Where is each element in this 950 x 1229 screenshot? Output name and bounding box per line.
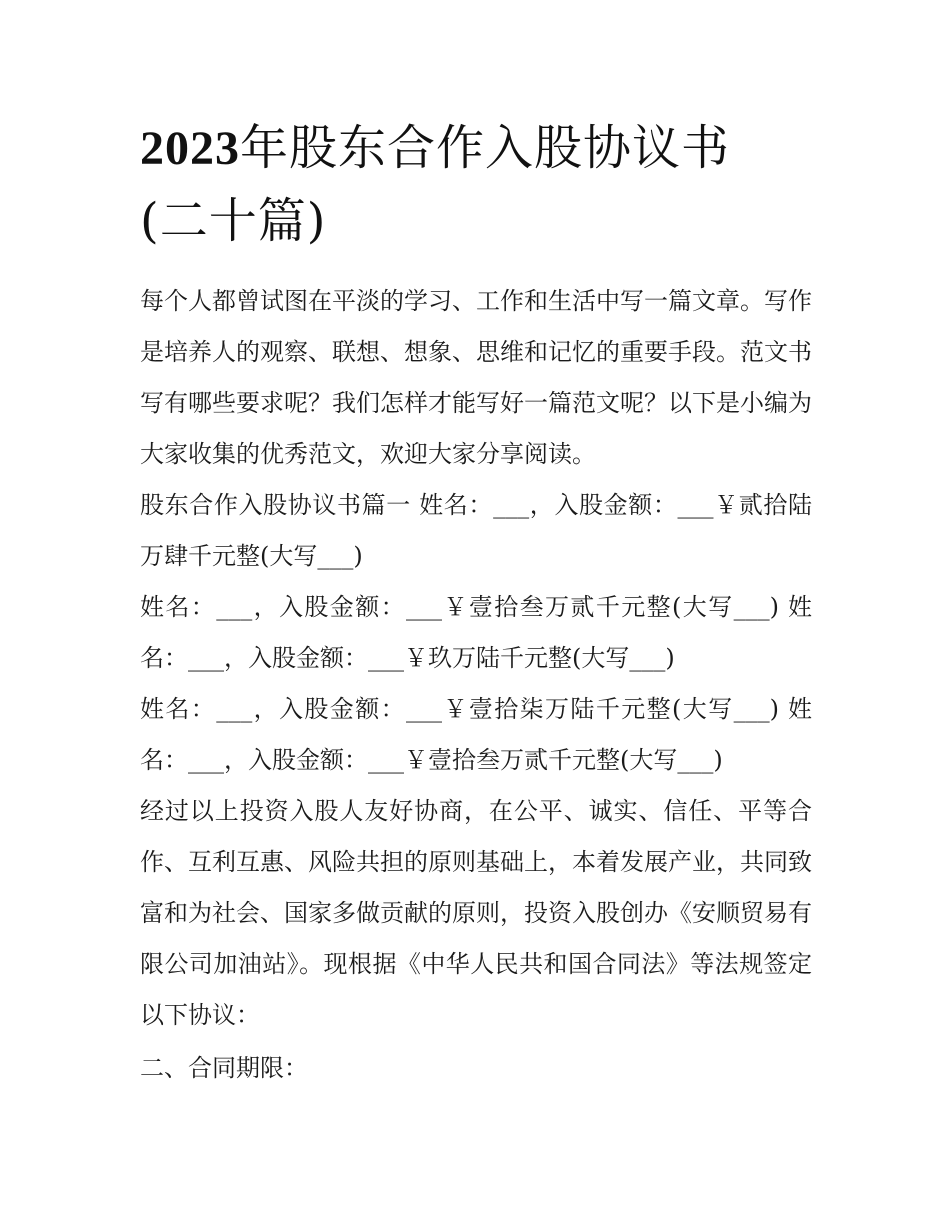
title-main: 年股东合作入股协议书: [240, 120, 731, 176]
intro-paragraph: 每个人都曾试图在平淡的学习、工作和生活中写一篇文章。写作是培养人的观察、联想、想象、思维和记忆的重要手段。范文书写有哪些要求呢？我们怎样才能写好一篇范文呢？以下是小编为大家收集的优秀范文，欢迎大家分享阅读。: [140, 287, 812, 468]
title-subtitle: (二十篇): [140, 193, 327, 249]
shareholder-paragraph-3: 姓名：___，入股金额：___￥壹拾柒万陆千元整(大写___) 姓名：___，入股金额：___￥壹拾叁万贰千元整(大写___): [140, 695, 812, 774]
document-title: [140, 112, 840, 257]
section-heading-contract-term: 二、合同期限：: [140, 1054, 308, 1082]
shareholder-paragraph-2: 姓名：___，入股金额：___￥壹拾叁万贰千元整(大写___) 姓名：___，入股金额：___￥玖万陆千元整(大写___): [140, 593, 812, 672]
shareholder-paragraph-1: 股东合作入股协议书篇一 姓名：___，入股金额：___￥贰拾陆万肆千元整(大写___): [140, 491, 812, 570]
agreement-preamble-paragraph: 经过以上投资入股人友好协商，在公平、诚实、信任、平等合作、互利互惠、风险共担的原则基础上，本着发展产业，共同致富和为社会、国家多做贡献的原则，投资入股创办《安顺贸易有限公司加油站》。现根据《中华人民共和国合同法》等法规签定以下协议：: [140, 797, 812, 1029]
document-body: [140, 276, 812, 1094]
title-year: 2023: [140, 122, 240, 175]
